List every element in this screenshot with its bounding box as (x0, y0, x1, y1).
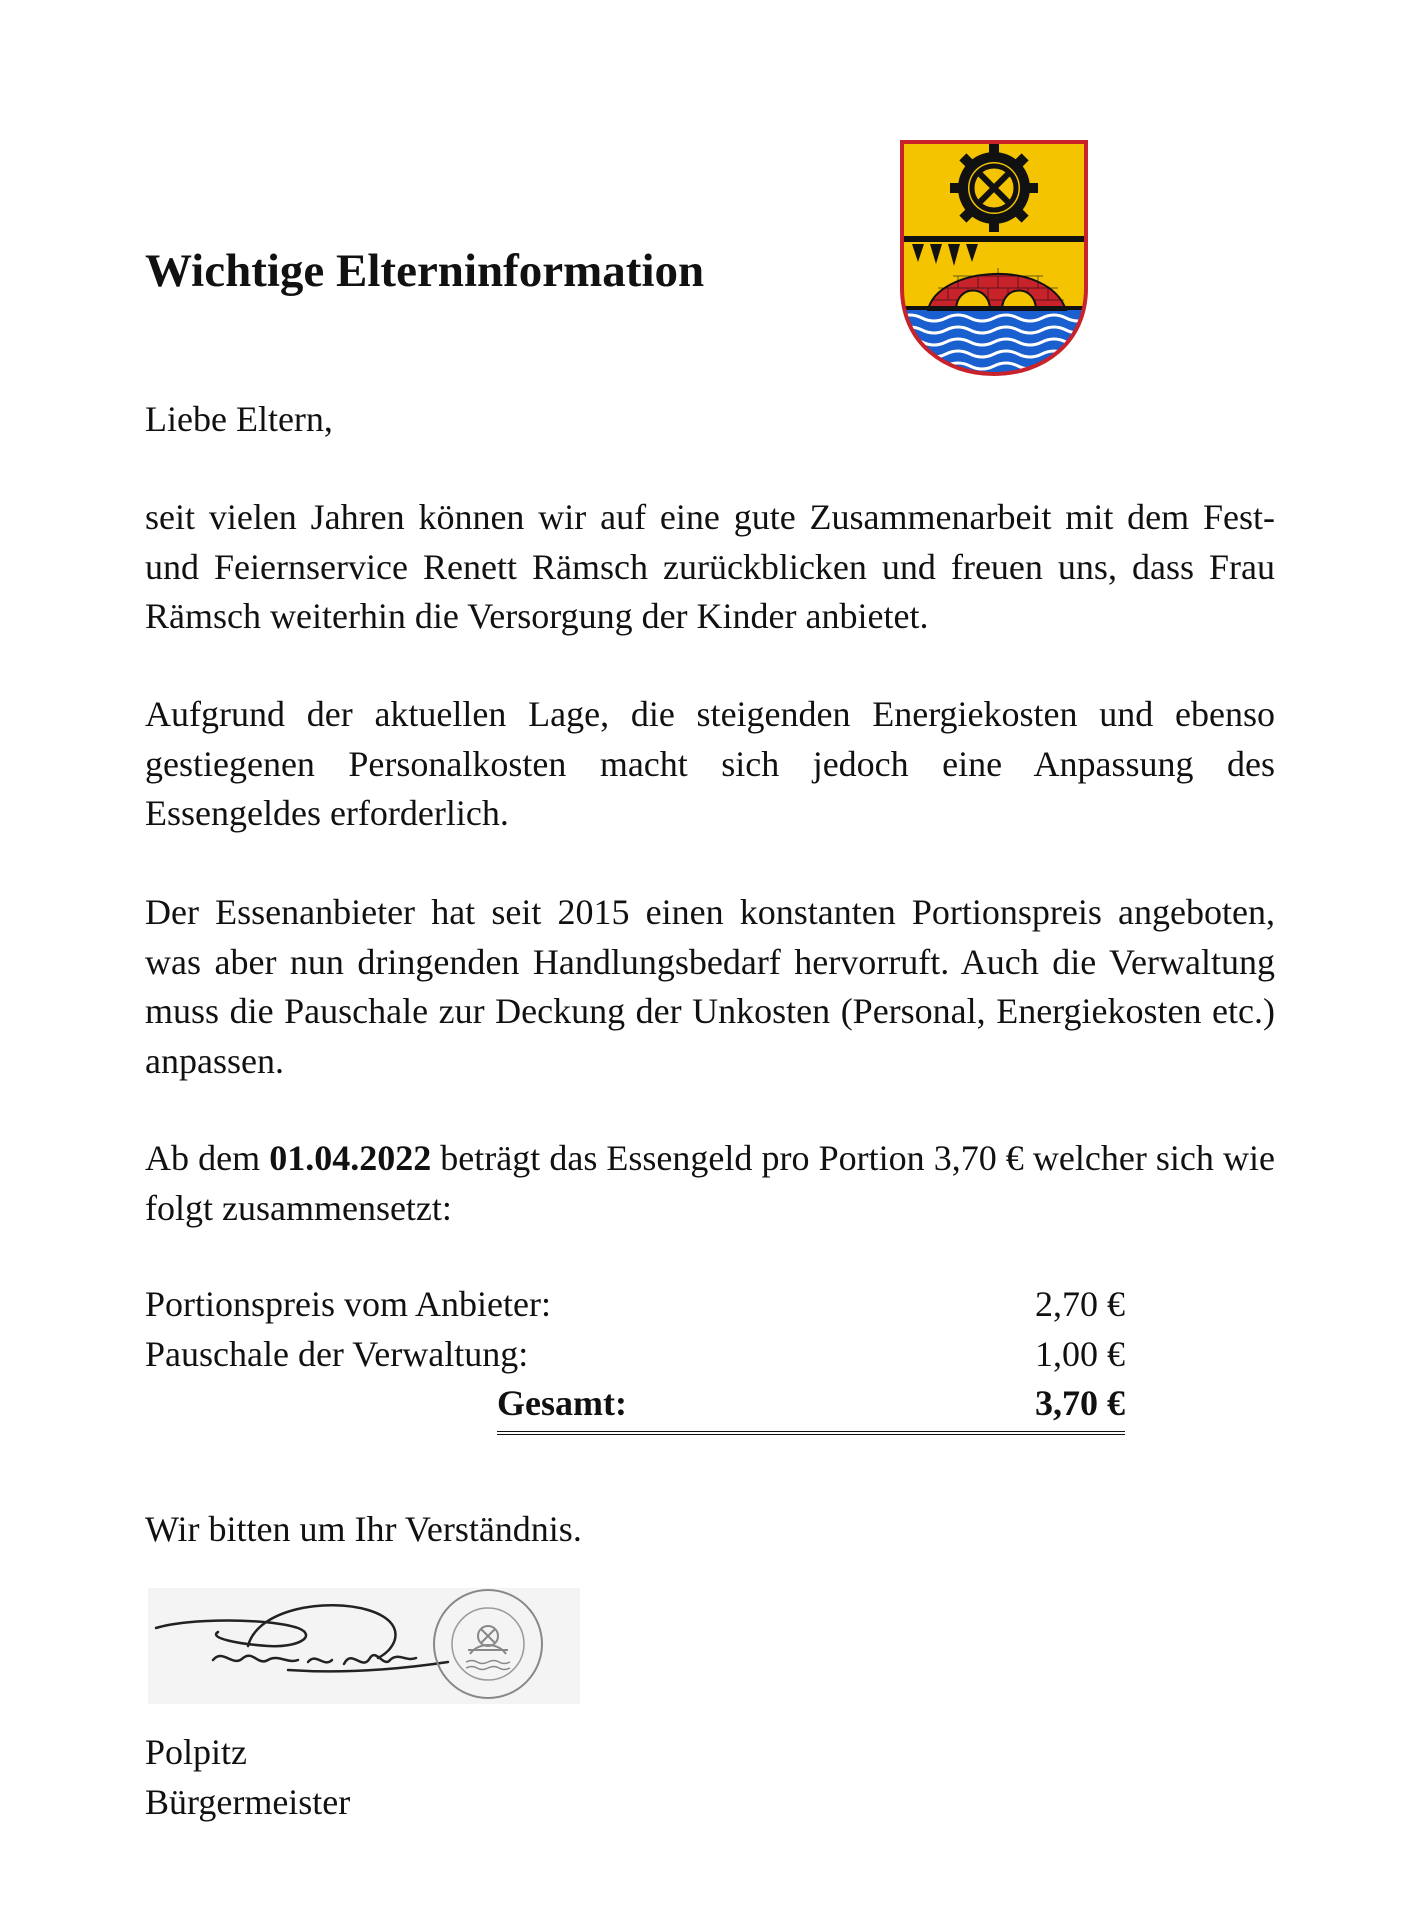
coat-of-arms-icon (898, 138, 1090, 378)
cost-value: 1,00 € (1035, 1333, 1125, 1374)
total-label: Gesamt: (497, 1383, 627, 1423)
cost-label: Portionspreis vom Anbieter: (145, 1284, 551, 1324)
cost-breakdown (145, 1280, 1125, 1431)
salutation: Liebe Eltern, (145, 399, 333, 439)
price-detail-text: beträgt das Essengeld pro Portion 3,70 € welcher sich wie folgt zusammensetzt: (145, 1138, 1275, 1228)
cost-label: Pauschale der Verwaltung: (145, 1333, 529, 1374)
closing-remark: Wir bitten um Ihr Verständnis. (145, 1509, 582, 1549)
paragraph-intro: seit vielen Jahren können wir auf eine gute Zusammenarbeit mit dem Fest- und Feiernservice Renett Rämsch zurückblicken und freuen uns, dass Frau Rämsch weiterhin die Versorgung der Kinder anbietet. (145, 497, 1275, 636)
document-title: Wichtige Elterninformation (145, 245, 705, 297)
total-value: 3,70 € (1035, 1383, 1125, 1423)
price-intro-text: Ab dem (145, 1138, 270, 1178)
cost-value: 2,70 € (1035, 1284, 1125, 1324)
cost-row-administration (145, 1330, 1125, 1380)
paragraph-new-price (145, 1134, 1275, 1233)
cost-row-provider (145, 1280, 1125, 1330)
cost-row-total (145, 1379, 1125, 1431)
paragraph-reason: Aufgrund der aktuellen Lage, die steigenden Energiekosten und ebenso gestiegenen Personalkosten macht sich jedoch eine Anpassung des Essengeldes erforderlich. (145, 694, 1275, 833)
signer-title: Bürgermeister (145, 1782, 351, 1822)
signer-name: Polpitz (145, 1732, 248, 1772)
effective-date: 01.04.2022 (269, 1138, 432, 1178)
paragraph-explanation: Der Essenanbieter hat seit 2015 einen konstanten Portionspreis angeboten, was aber nun dringenden Handlungsbedarf hervorruft. Auch die Verwaltung muss die Pauschale zur Deckung der Unkosten (Personal, Energiekosten etc.) anpassen. (145, 892, 1275, 1081)
signature-stamp-icon (148, 1588, 580, 1704)
